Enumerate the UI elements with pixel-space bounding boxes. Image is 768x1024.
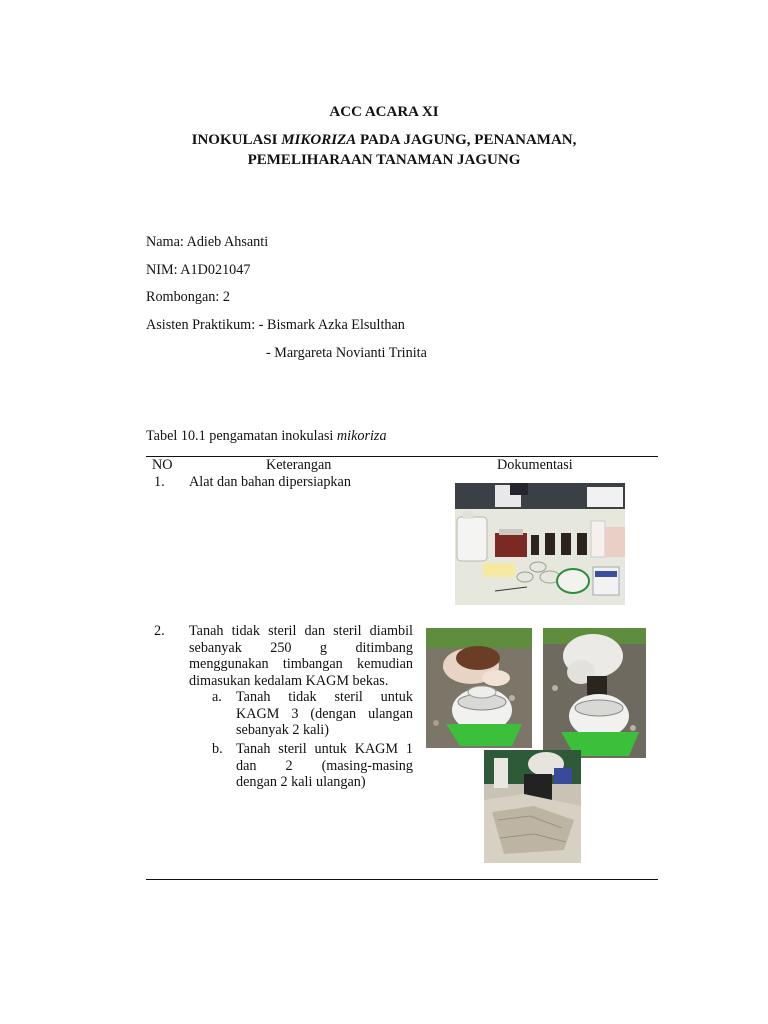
photo-weighing-soil-2 [543, 628, 646, 758]
row1-number: 1. [154, 474, 165, 490]
header-dokumentasi: Dokumentasi [497, 457, 573, 473]
document-title-line-1: INOKULASI MIKORIZA PADA JAGUNG, PENANAMAN, [191, 132, 577, 148]
header-keterangan: Keterangan [266, 457, 332, 473]
group-number: Rombongan: 2 [146, 289, 230, 305]
header-no: NO [152, 457, 173, 473]
table-top-rule [146, 456, 658, 457]
list-marker-b: b. [212, 741, 223, 757]
student-nim: NIM: A1D021047 [146, 262, 251, 278]
list-marker-a: a. [212, 689, 222, 705]
photo-tools-materials [455, 483, 625, 605]
row1-description: Alat dan bahan dipersiapkan [189, 474, 351, 490]
student-name: Nama: Adieb Ahsanti [146, 234, 269, 250]
photo-soil-sack [484, 750, 581, 863]
document-title-line-2: PEMELIHARAAN TANAMAN JAGUNG [247, 152, 521, 168]
assistant-2: - Margareta Novianti Trinita [266, 345, 427, 361]
list-item-b: Tanah steril untuk KAGM 1 dan 2 (masing-masing dengan 2 kali ulangan) [236, 741, 413, 790]
list-item-a: Tanah tidak steril untuk KAGM 3 (dengan ulangan sebanyak 2 kali) [236, 689, 413, 738]
table-caption: Tabel 10.1 pengamatan inokulasi mikoriza [146, 428, 387, 444]
row2-number: 2. [154, 623, 165, 639]
document-heading: ACC ACARA XI [329, 104, 439, 120]
photo-weighing-soil-1 [426, 628, 532, 748]
assistant-1: Asisten Praktikum: - Bismark Azka Elsulthan [146, 317, 405, 333]
table-bottom-rule [146, 879, 658, 880]
row2-description: Tanah tidak steril dan steril diambil sebanyak 250 g ditimbang menggunakan timbangan kemudian dimasukan kedalam KAGM bekas. [189, 623, 413, 689]
